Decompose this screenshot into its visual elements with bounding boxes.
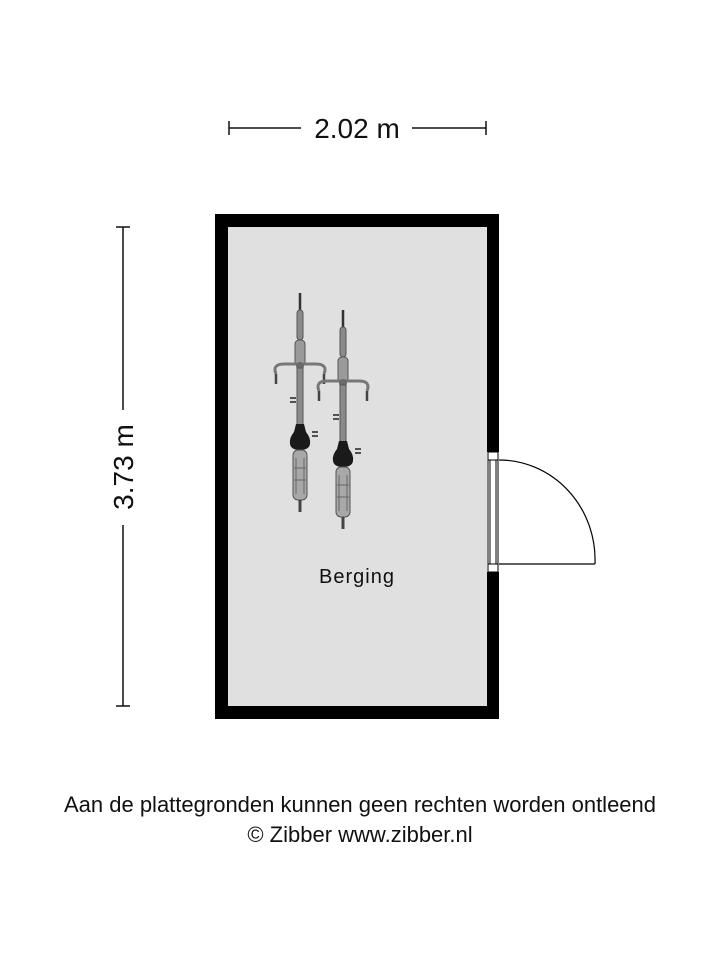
height-dimension <box>108 227 139 706</box>
room-label: Berging <box>319 566 395 588</box>
door-swing-icon <box>488 452 595 572</box>
height-label: 3.73 m <box>108 424 139 510</box>
room-floor <box>228 227 487 706</box>
width-label: 2.02 m <box>314 113 400 144</box>
width-dimension <box>229 113 486 144</box>
disclaimer-text: Aan de plattegronden kunnen geen rechten worden ontleend <box>63 792 657 817</box>
copyright-text: © Zibber www.zibber.nl <box>247 822 473 847</box>
